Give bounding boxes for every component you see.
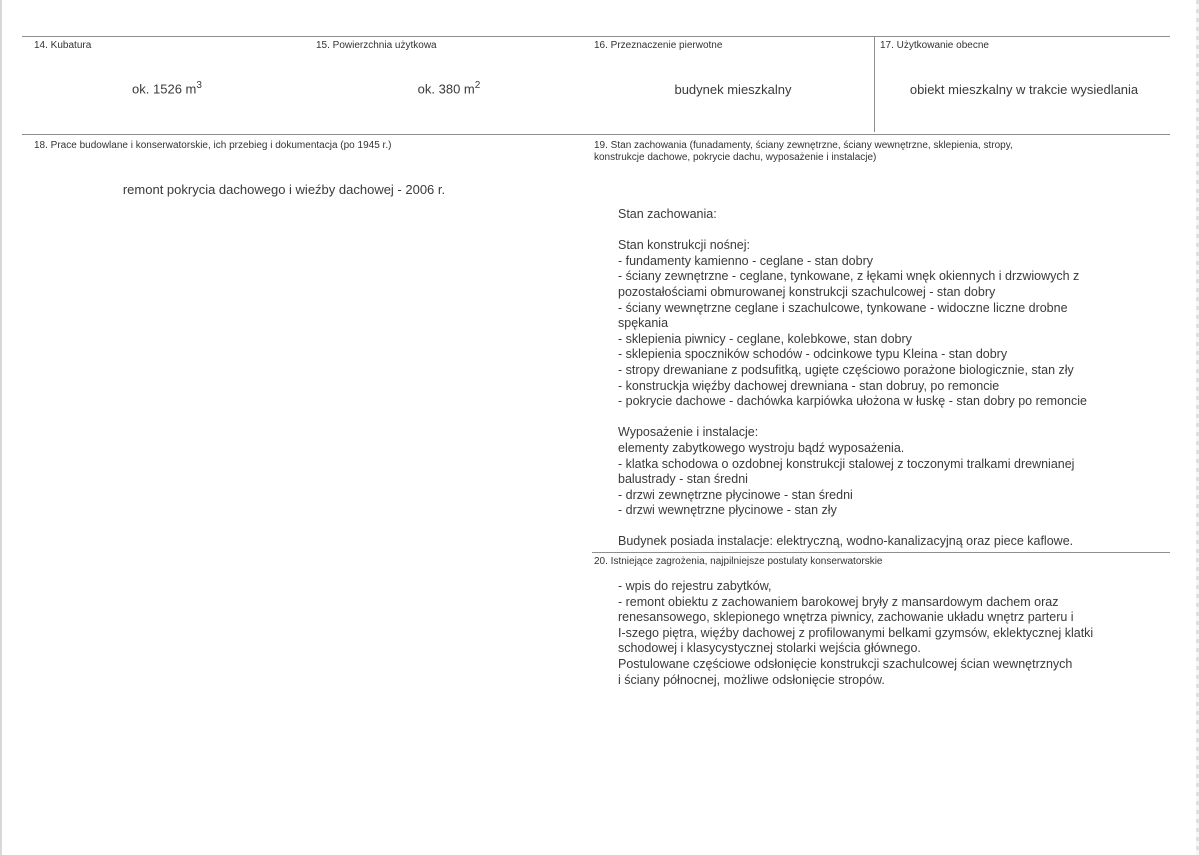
scan-edge-left (0, 0, 2, 855)
postulate-line: I-szego piętra, więźby dachowej z profilowanymi belkami gzymsów, eklektycznej klatki (618, 625, 1094, 640)
equipment-line: elementy zabytkowego wystroju bądź wyposażenia. (618, 440, 905, 455)
construction-heading: Stan konstrukcji nośnej: (618, 238, 751, 253)
field-19-label (594, 140, 1013, 164)
field-14-unit-exponent: 3 (196, 80, 202, 91)
field-17-value: obiekt mieszkalny w trakcie wysiedlania (909, 82, 1139, 97)
field-18-label: 18. Prace budowlane i konserwatorskie, ich przebieg i dokumentacja (po 1945 r.) (34, 140, 392, 151)
field-15-value (316, 80, 582, 96)
field-15-label: 15. Powierzchnia użytkowa (316, 40, 437, 51)
postulate-line: Postulowane częściowe odsłonięcie konstrukcji szachulcowej ścian wewnętrznych (618, 656, 1073, 671)
postulate-line: i ściany północnej, możliwe odsłonięcie stropów. (618, 672, 885, 687)
field-16-label: 16. Przeznaczenie pierwotne (594, 40, 723, 51)
section-20-rule (592, 552, 1170, 553)
construction-line: - konstruckja więźby dachowej drewniana - stan dobruy, po remoncie (618, 378, 1000, 393)
field-19-label-line2: konstrukcje dachowe, pokrycie dachu, wyposażenie i instalacje) (594, 152, 877, 163)
postulate-line: renesansowego, sklepionego wnętrza piwnicy, zachowanie układu wnętrz parteru i (618, 610, 1074, 625)
field-20-content (618, 579, 1093, 688)
construction-line: - sklepienia piwnicy - ceglane, kolebkowe, stan dobry (618, 331, 912, 346)
field-15-value-text: ok. 380 m (417, 81, 475, 97)
equipment-line: - drzwi zewnętrzne płycinowe - stan średni (618, 487, 853, 502)
top-rule (22, 36, 1170, 37)
installations-line: Budynek posiada instalacje: elektryczną, wodno-kanalizacyjną oraz piece kaflowe. (618, 534, 1074, 549)
construction-line: - sklepienia spoczników schodów - odcinkowe typu Kleina - stan dobry (618, 347, 1008, 362)
field-15-unit-exponent: 2 (474, 80, 481, 91)
field-20-label: 20. Istniejące zagrożenia, najpilniejsze postulaty konserwatorskie (594, 556, 883, 567)
construction-line: - stropy drewaniane z podsufitką, ugięte częściowo porażone biologicznie, stan zły (618, 362, 1074, 377)
postulate-line: - wpis do rejestru zabytków, (618, 579, 772, 593)
condition-heading: Stan zachowania: (618, 207, 717, 221)
construction-line: pozostałościami obmurowanej konstrukcji szachulcowej - stan dobry (618, 284, 996, 299)
construction-line: spękania (618, 316, 669, 331)
field-19-content (618, 207, 1087, 550)
field-14-value-text: ok. 1526 m (132, 81, 197, 97)
equipment-line: - drzwi wewnętrzne płycinowe - stan zły (618, 503, 837, 518)
field-19-label-line1: 19. Stan zachowania (funadamenty, ściany zewnętrzne, ściany wewnętrzne, sklepienia, stropy, (594, 140, 1013, 151)
equipment-heading: Wyposażenie i instalacje: (618, 425, 759, 440)
postulate-line: - remont obiektu z zachowaniem barokowej bryły z mansardowym dachem oraz (618, 594, 1059, 609)
field-16-value: budynek mieszkalny (674, 82, 792, 97)
construction-line: - ściany wewnętrzne ceglane i szachulcowe, tynkowane - widoczne liczne drobne (618, 300, 1068, 315)
postulate-line: schodowej i klasycystycznej stolarki wejścia głównego. (618, 641, 921, 656)
field-18-value: remont pokrycia dachowego i wieźby dachowej - 2006 r. (122, 182, 446, 197)
construction-line: - pokrycie dachowe - dachówka karpiówka ułożona w łuskę - stan dobry po remoncie (618, 394, 1087, 409)
equipment-line: - klatka schodowa o ozdobnej konstrukcji stalowej z toczonymi tralkami drewnianej (618, 456, 1075, 471)
field-14-value (34, 80, 300, 96)
field-17-label: 17. Użytkowanie obecne (880, 40, 989, 51)
construction-line: - fundamenty kamienno - ceglane - stan dobry (618, 253, 873, 268)
divider-16-17 (874, 36, 875, 132)
construction-line: - ściany zewnętrzne - ceglane, tynkowane, z łękami wnęk okiennych i drzwiowych z (618, 269, 1080, 284)
field-14-label: 14. Kubatura (34, 40, 92, 51)
equipment-line: balustrady - stan średni (618, 472, 748, 487)
row-divider (22, 134, 1170, 135)
